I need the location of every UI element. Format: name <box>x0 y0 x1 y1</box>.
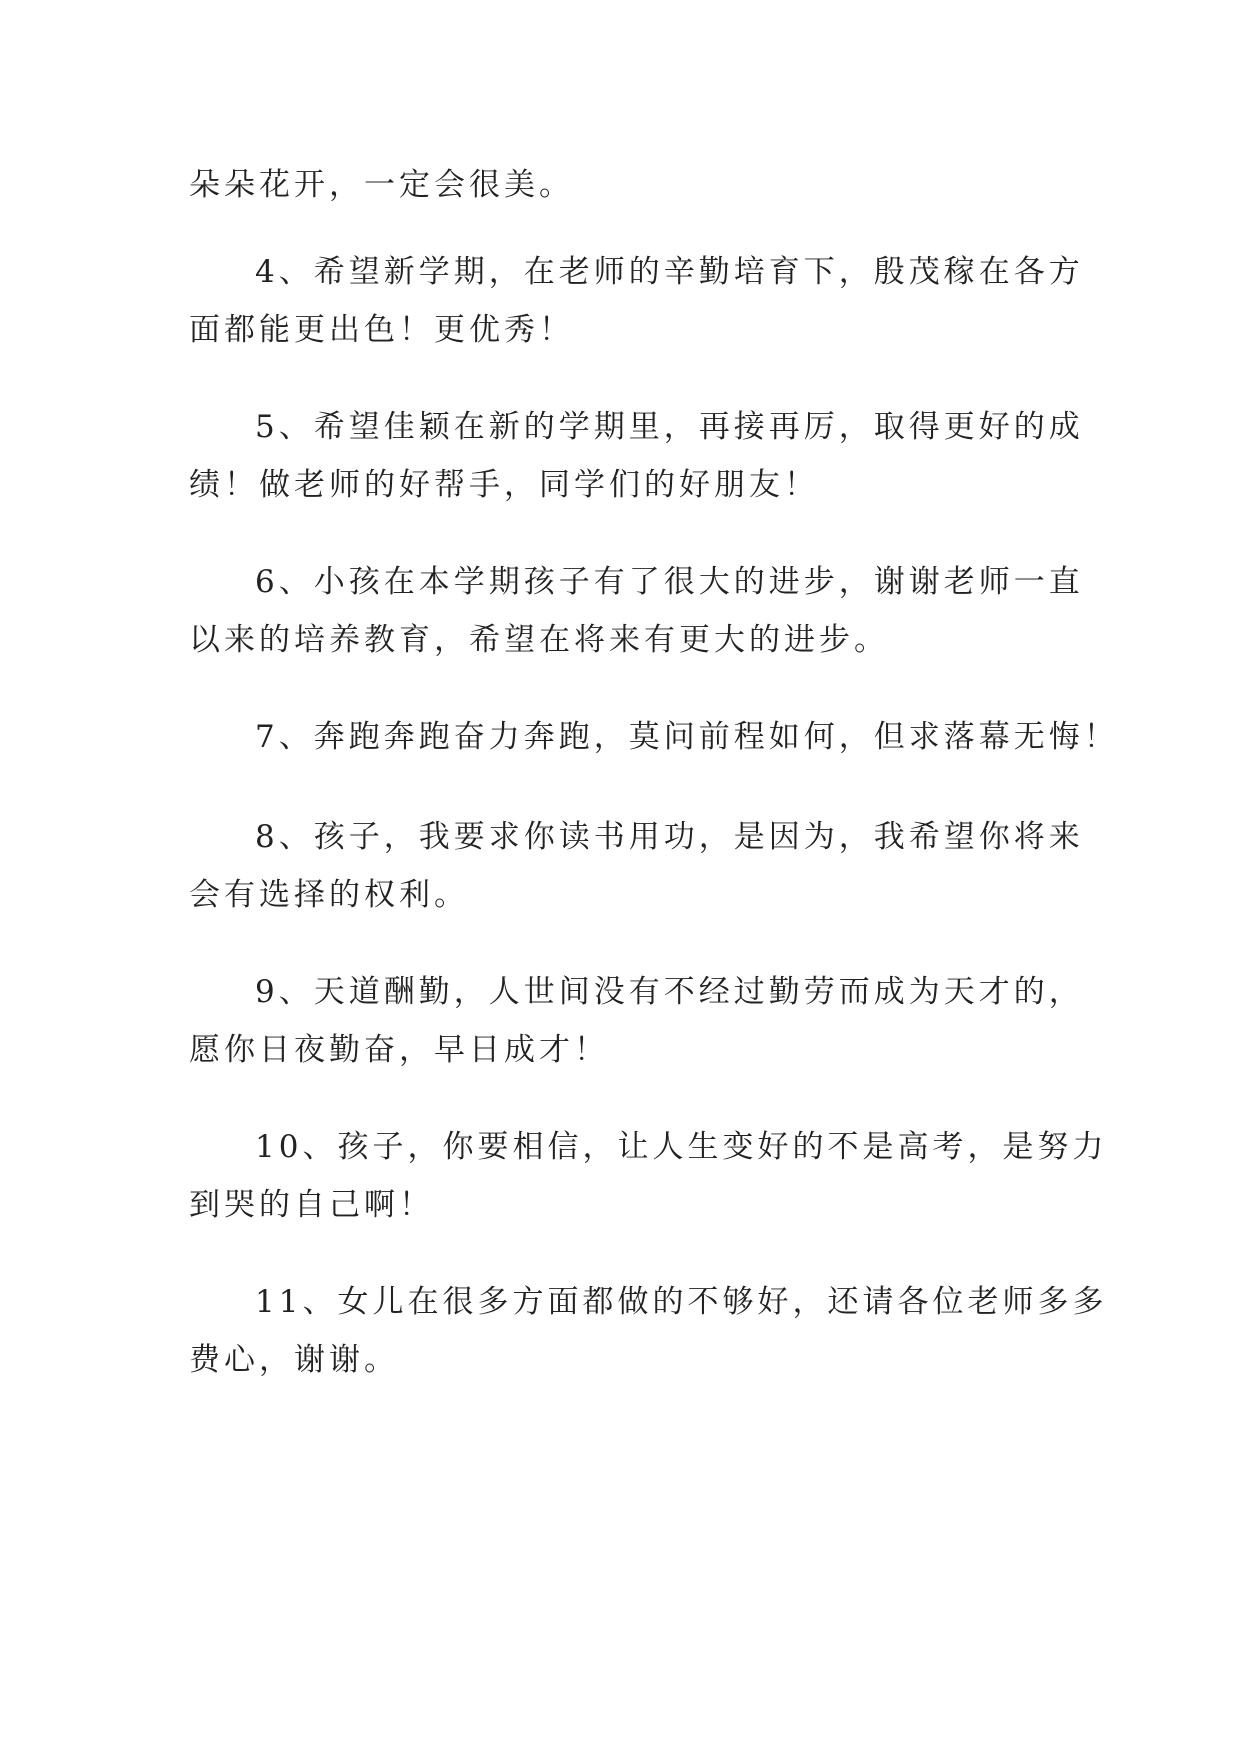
paragraph-line: 11、女儿在很多方面都做的不够好，还请各位老师多多 <box>255 1284 1108 1320</box>
paragraph-item-4 <box>189 243 1084 359</box>
paragraph-line: 4、希望新学期，在老师的辛勤培育下，殷茂稼在各方 <box>255 254 1084 290</box>
paragraph-item-5 <box>189 398 1084 514</box>
paragraph-line: 愿你日夜勤奋，早日成才！ <box>189 1032 609 1068</box>
paragraph-item-8 <box>189 808 1084 924</box>
paragraph-line: 8、孩子，我要求你读书用功，是因为，我希望你将来 <box>255 819 1084 855</box>
paragraph-line: 以来的培养教育，希望在将来有更大的进步。 <box>189 622 889 658</box>
paragraph-item-7 <box>189 708 1119 766</box>
paragraph-line: 7、奔跑奔跑奋力奔跑，莫问前程如何，但求落幕无悔！ <box>255 719 1119 755</box>
paragraph-line: 面都能更出色！更优秀！ <box>189 312 574 348</box>
paragraph-line: 绩！做老师的好帮手，同学们的好朋友！ <box>189 467 819 503</box>
paragraph-line: 9、天道酬勤，人世间没有不经过勤劳而成为天才的， <box>255 974 1084 1010</box>
paragraph-line: 5、希望佳颖在新的学期里，再接再厉，取得更好的成 <box>255 409 1084 445</box>
paragraph-item-6 <box>189 553 1084 669</box>
paragraph-line: 会有选择的权利。 <box>189 877 469 913</box>
paragraph-item-11 <box>189 1273 1108 1389</box>
paragraph-item-10 <box>189 1118 1108 1234</box>
paragraph-line: 到哭的自己啊！ <box>189 1187 434 1223</box>
paragraph-line: 费心，谢谢。 <box>189 1342 399 1378</box>
paragraph-line: 10、孩子，你要相信，让人生变好的不是高考，是努力 <box>255 1129 1108 1165</box>
paragraph-line: 6、小孩在本学期孩子有了很大的进步，谢谢老师一直 <box>255 564 1084 600</box>
paragraph-continuation <box>189 156 1069 214</box>
paragraph-item-9 <box>189 963 1084 1079</box>
paragraph-line: 朵朵花开，一定会很美。 <box>189 167 574 203</box>
